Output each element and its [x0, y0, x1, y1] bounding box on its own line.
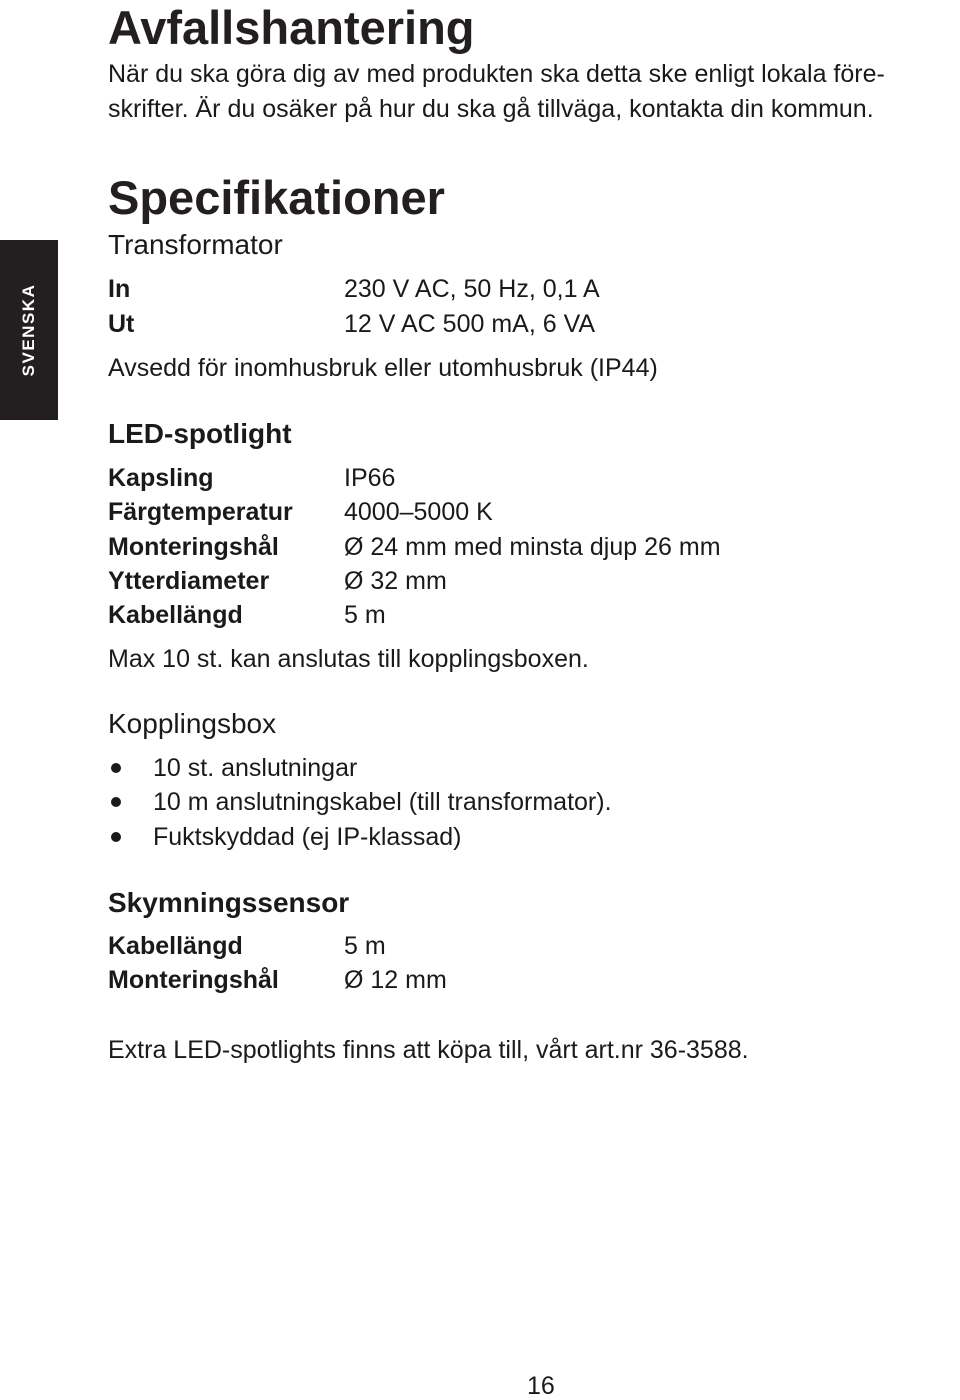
spec-value: 12 V AC 500 mA, 6 VA: [344, 310, 596, 338]
disposal-text-line-1: När du ska göra dig av med produkten ska detta ske enligt lokala före-: [108, 60, 885, 88]
bullet-dot: [111, 797, 121, 807]
spec-label: Ut: [108, 310, 135, 338]
spec-label: Monteringshål: [108, 533, 279, 561]
spec-label: Kabellängd: [108, 601, 243, 629]
spec-value: 5 m: [344, 932, 386, 960]
transformer-note: Avsedd för inomhusbruk eller utomhusbruk (IP44): [108, 354, 658, 382]
spec-value: 230 V AC, 50 Hz, 0,1 A: [344, 275, 600, 303]
language-tab: [0, 240, 58, 420]
extra-spotlights-note: Extra LED-spotlights finns att köpa till, vårt art.nr 36-3588.: [108, 1036, 749, 1064]
spec-label: Ytterdiameter: [108, 567, 270, 595]
spec-label: In: [108, 275, 131, 303]
spec-value: Ø 12 mm: [344, 966, 447, 994]
led-note: Max 10 st. kan anslutas till kopplingsboxen.: [108, 645, 589, 673]
box-heading: Kopplingsbox: [108, 708, 277, 739]
disposal-title: Avfallshantering: [108, 1, 475, 54]
transformer-heading: Transformator: [108, 229, 283, 260]
spec-value: Ø 32 mm: [344, 567, 447, 595]
spec-value: 4000–5000 K: [344, 498, 493, 526]
spec-label: Kabellängd: [108, 932, 243, 960]
bullet-text: 10 st. anslutningar: [153, 754, 358, 782]
sensor-heading: Skymningssensor: [108, 887, 350, 918]
specs-title: Specifikationer: [108, 171, 445, 224]
bullet-dot: [111, 763, 121, 773]
page-number: 16: [527, 1372, 555, 1400]
spec-value: Ø 24 mm med minsta djup 26 mm: [344, 533, 721, 561]
led-heading: LED-spotlight: [108, 418, 292, 449]
spec-label: Färgtemperatur: [108, 498, 293, 526]
bullet-dot: [111, 832, 121, 842]
spec-label: Kapsling: [108, 464, 214, 492]
language-tab-label: SVENSKA: [19, 283, 38, 377]
disposal-text-line-2: skrifter. Är du osäker på hur du ska gå tillväga, kontakta din kommun.: [108, 95, 874, 123]
bullet-text: 10 m anslutningskabel (till transformator).: [153, 788, 612, 816]
spec-value: 5 m: [344, 601, 386, 629]
spec-value: IP66: [344, 464, 396, 492]
bullet-text: Fuktskyddad (ej IP-klassad): [153, 823, 462, 851]
spec-label: Monteringshål: [108, 966, 279, 994]
